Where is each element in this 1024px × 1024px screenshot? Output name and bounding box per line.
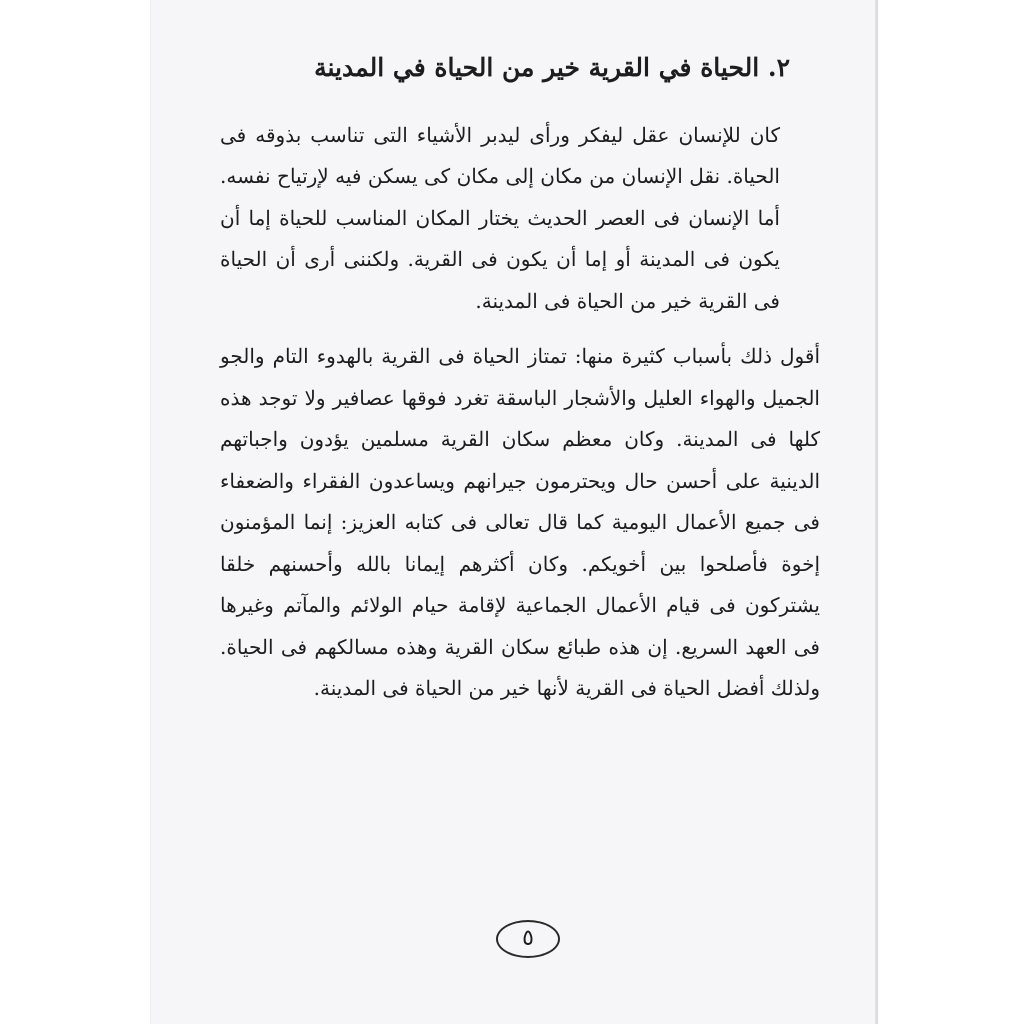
page-content <box>220 52 820 724</box>
page-title: ٢. الحياة في القرية خير من الحياة في المدينة <box>314 53 790 82</box>
page-edge-shadow <box>876 0 878 1024</box>
paragraph-2: أقول ذلك بأسباب كثيرة منها: تمتاز الحياة فى القرية بالهدوء التام والجو الجميل والهواء العليل والأشجار الباسقة تغرد فوقها عصافير ولا توجد هذه كلها فى المدينة. وكان معظم سكان القرية مسلمين يؤدون واجباتهم الدينية على أحسن حال ويحترمون جيرانهم ويساعدون الفقراء والضعفاء فى جميع الأعمال اليومية كما قال تعالى فى كتابه العزيز: إنما المؤمنون إخوة فأصلحوا بين أخويكم. وكان أكثرهم إيمانا بالله وأحسنهم خلقا يشتركون فى قيام الأعمال الجماعية لإقامة حيام الولائم والمآتم وغيرها فى العهد السريع. إن هذه طبائع سكان القرية وهذه مسالكهم فى الحياة. ولذلك أفضل الحياة فى القرية لأنها خير من الحياة فى المدينة. <box>220 344 820 700</box>
book-page <box>150 0 876 1024</box>
page-number-badge: ٥ <box>496 920 560 958</box>
paragraph-1: كان للإنسان عقل ليفكر ورأى ليدبر الأشياء التى تناسب بذوقه فى الحياة. نقل الإنسان من مكان إلى مكان كى يسكن فيه لإرتياح نفسه. أما الإنسان فى العصر الحديث يختار المكان المناسب للحياة إما أن يكون فى المدينة أو إما أن يكون فى القرية. ولكننى أرى أن الحياة فى القرية خير من الحياة فى المدينة. <box>220 122 780 313</box>
